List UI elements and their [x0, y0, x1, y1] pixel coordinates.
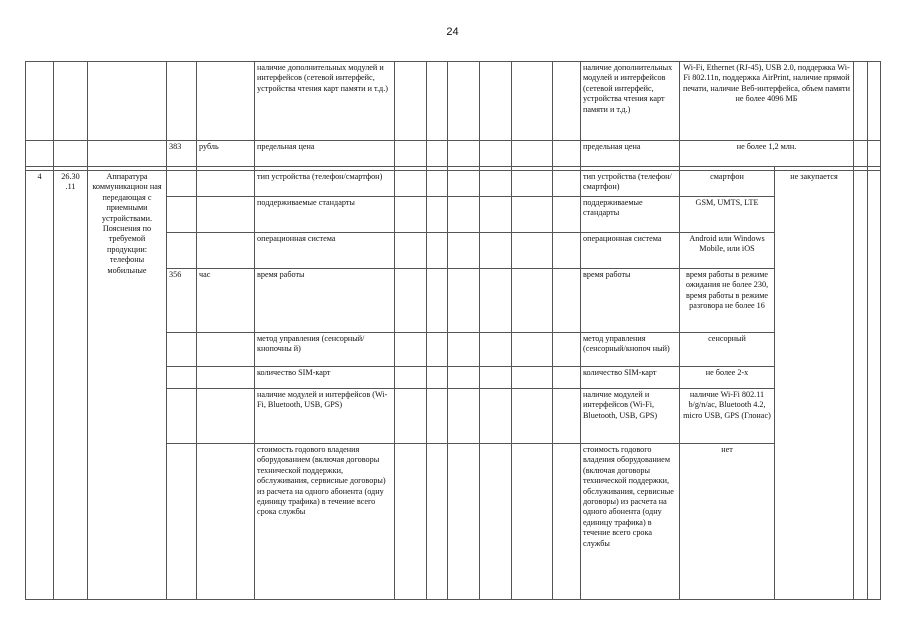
col-e-cell [167, 171, 197, 197]
table-row [26, 141, 881, 167]
property-name-cell: время работы [581, 269, 680, 333]
property-name-cell: время работы [255, 269, 395, 333]
col-e-cell [167, 62, 197, 141]
table-row [26, 62, 881, 141]
property-name-cell: тип устройства (телефон/смартфон) [581, 171, 680, 197]
property-value-cell: наличие Wi-Fi 802.11 b/g/n/ac, Bluetooth 4.2, micro USB, GPS (Глонас) [680, 389, 775, 444]
col-e-cell: 383 [167, 141, 197, 167]
col-f-cell [197, 171, 255, 197]
property-name-cell: количество SIM-карт [255, 367, 395, 389]
col-f-cell [197, 444, 255, 600]
property-name-cell: метод управления (сенсорный/кнопоч ный) [581, 333, 680, 367]
col-f-cell: час [197, 269, 255, 333]
col-f-cell: рубль [197, 141, 255, 167]
col-f-cell [197, 333, 255, 367]
okpd-code: 26.30 .11 [54, 171, 88, 600]
col-f-cell [197, 62, 255, 141]
col-f-cell [197, 367, 255, 389]
requirements-table [25, 61, 881, 600]
property-value-cell: сенсорный [680, 333, 775, 367]
property-name-cell: стоимость годового владения оборудованием (включая договоры технической поддержки, обслуживания, сервисные договоры) из расчета на одного абонента (одну единицу трафика) в течение всего срока службы [255, 444, 395, 600]
item-number: 4 [26, 171, 54, 600]
property-value-cell: GSM, UMTS, LTE [680, 197, 775, 233]
property-name-cell: наличие дополнительных модулей и интерфейсов (сетевой интерфейс, устройства чтения карт памяти и т.д.) [581, 62, 680, 141]
property-name-cell: количество SIM-карт [581, 367, 680, 389]
property-name-cell: стоимость годового владения оборудованием (включая договоры технической поддержки, обслуживания, сервисные договоры) из расчета на одного абонента (одну единицу трафика) в течение всего срока службы [581, 444, 680, 600]
col-e-cell [167, 197, 197, 233]
col-e-cell [167, 389, 197, 444]
page-number: 24 [446, 26, 459, 38]
property-value-cell: Android или Windows Mobile, или iOS [680, 233, 775, 269]
property-name-cell: предельная цена [581, 141, 680, 167]
property-value-cell: смартфон [680, 171, 775, 197]
col-f-cell [197, 389, 255, 444]
property-value-cell: Wi-Fi, Ethernet (RJ-45), USB 2.0, поддержка Wi-Fi 802.11n, поддержка AirPrint, наличие прямой печати, наличие Веб-интерфейса, объем памяти не более 4096 МБ [680, 62, 854, 141]
property-name-cell: поддерживаемые стандарты [255, 197, 395, 233]
col-e-cell: 356 [167, 269, 197, 333]
col-e-cell [167, 367, 197, 389]
property-name-cell: наличие дополнительных модулей и интерфейсов (сетевой интерфейс, устройства чтения карт памяти и т.д.) [255, 62, 395, 141]
property-value-cell: время работы в режиме ожидания не более 230, время работы в режиме разговора не более 16 [680, 269, 775, 333]
col-e-cell [167, 233, 197, 269]
property-value-cell: не более 2-х [680, 367, 775, 389]
item-name: Аппаратура коммуникацион ная передающая с приемными устройствами. Пояснения по требуемой продукции: телефоны мобильные [88, 171, 167, 600]
property-name-cell: предельная цена [255, 141, 395, 167]
table-row [26, 171, 881, 197]
property-name-cell: операционная система [581, 233, 680, 269]
property-name-cell: поддерживаемые стандарты [581, 197, 680, 233]
col-f-cell [197, 197, 255, 233]
col-e-cell [167, 444, 197, 600]
property-name-cell: операционная система [255, 233, 395, 269]
property-name-cell: метод управления (сенсорный/кнопочны й) [255, 333, 395, 367]
property-value-cell: не более 1,2 млн. [680, 141, 854, 167]
col-e-cell [167, 333, 197, 367]
property-name-cell: наличие модулей и интерфейсов (Wi-Fi, Bluetooth, USB, GPS) [255, 389, 395, 444]
property-name-cell: наличие модулей и интерфейсов (Wi-Fi, Bluetooth, USB, GPS) [581, 389, 680, 444]
col-f-cell [197, 233, 255, 269]
property-name-cell: тип устройства (телефон/смартфон) [255, 171, 395, 197]
purchase-note: не закупается [775, 171, 854, 600]
property-value-cell: нет [680, 444, 775, 600]
